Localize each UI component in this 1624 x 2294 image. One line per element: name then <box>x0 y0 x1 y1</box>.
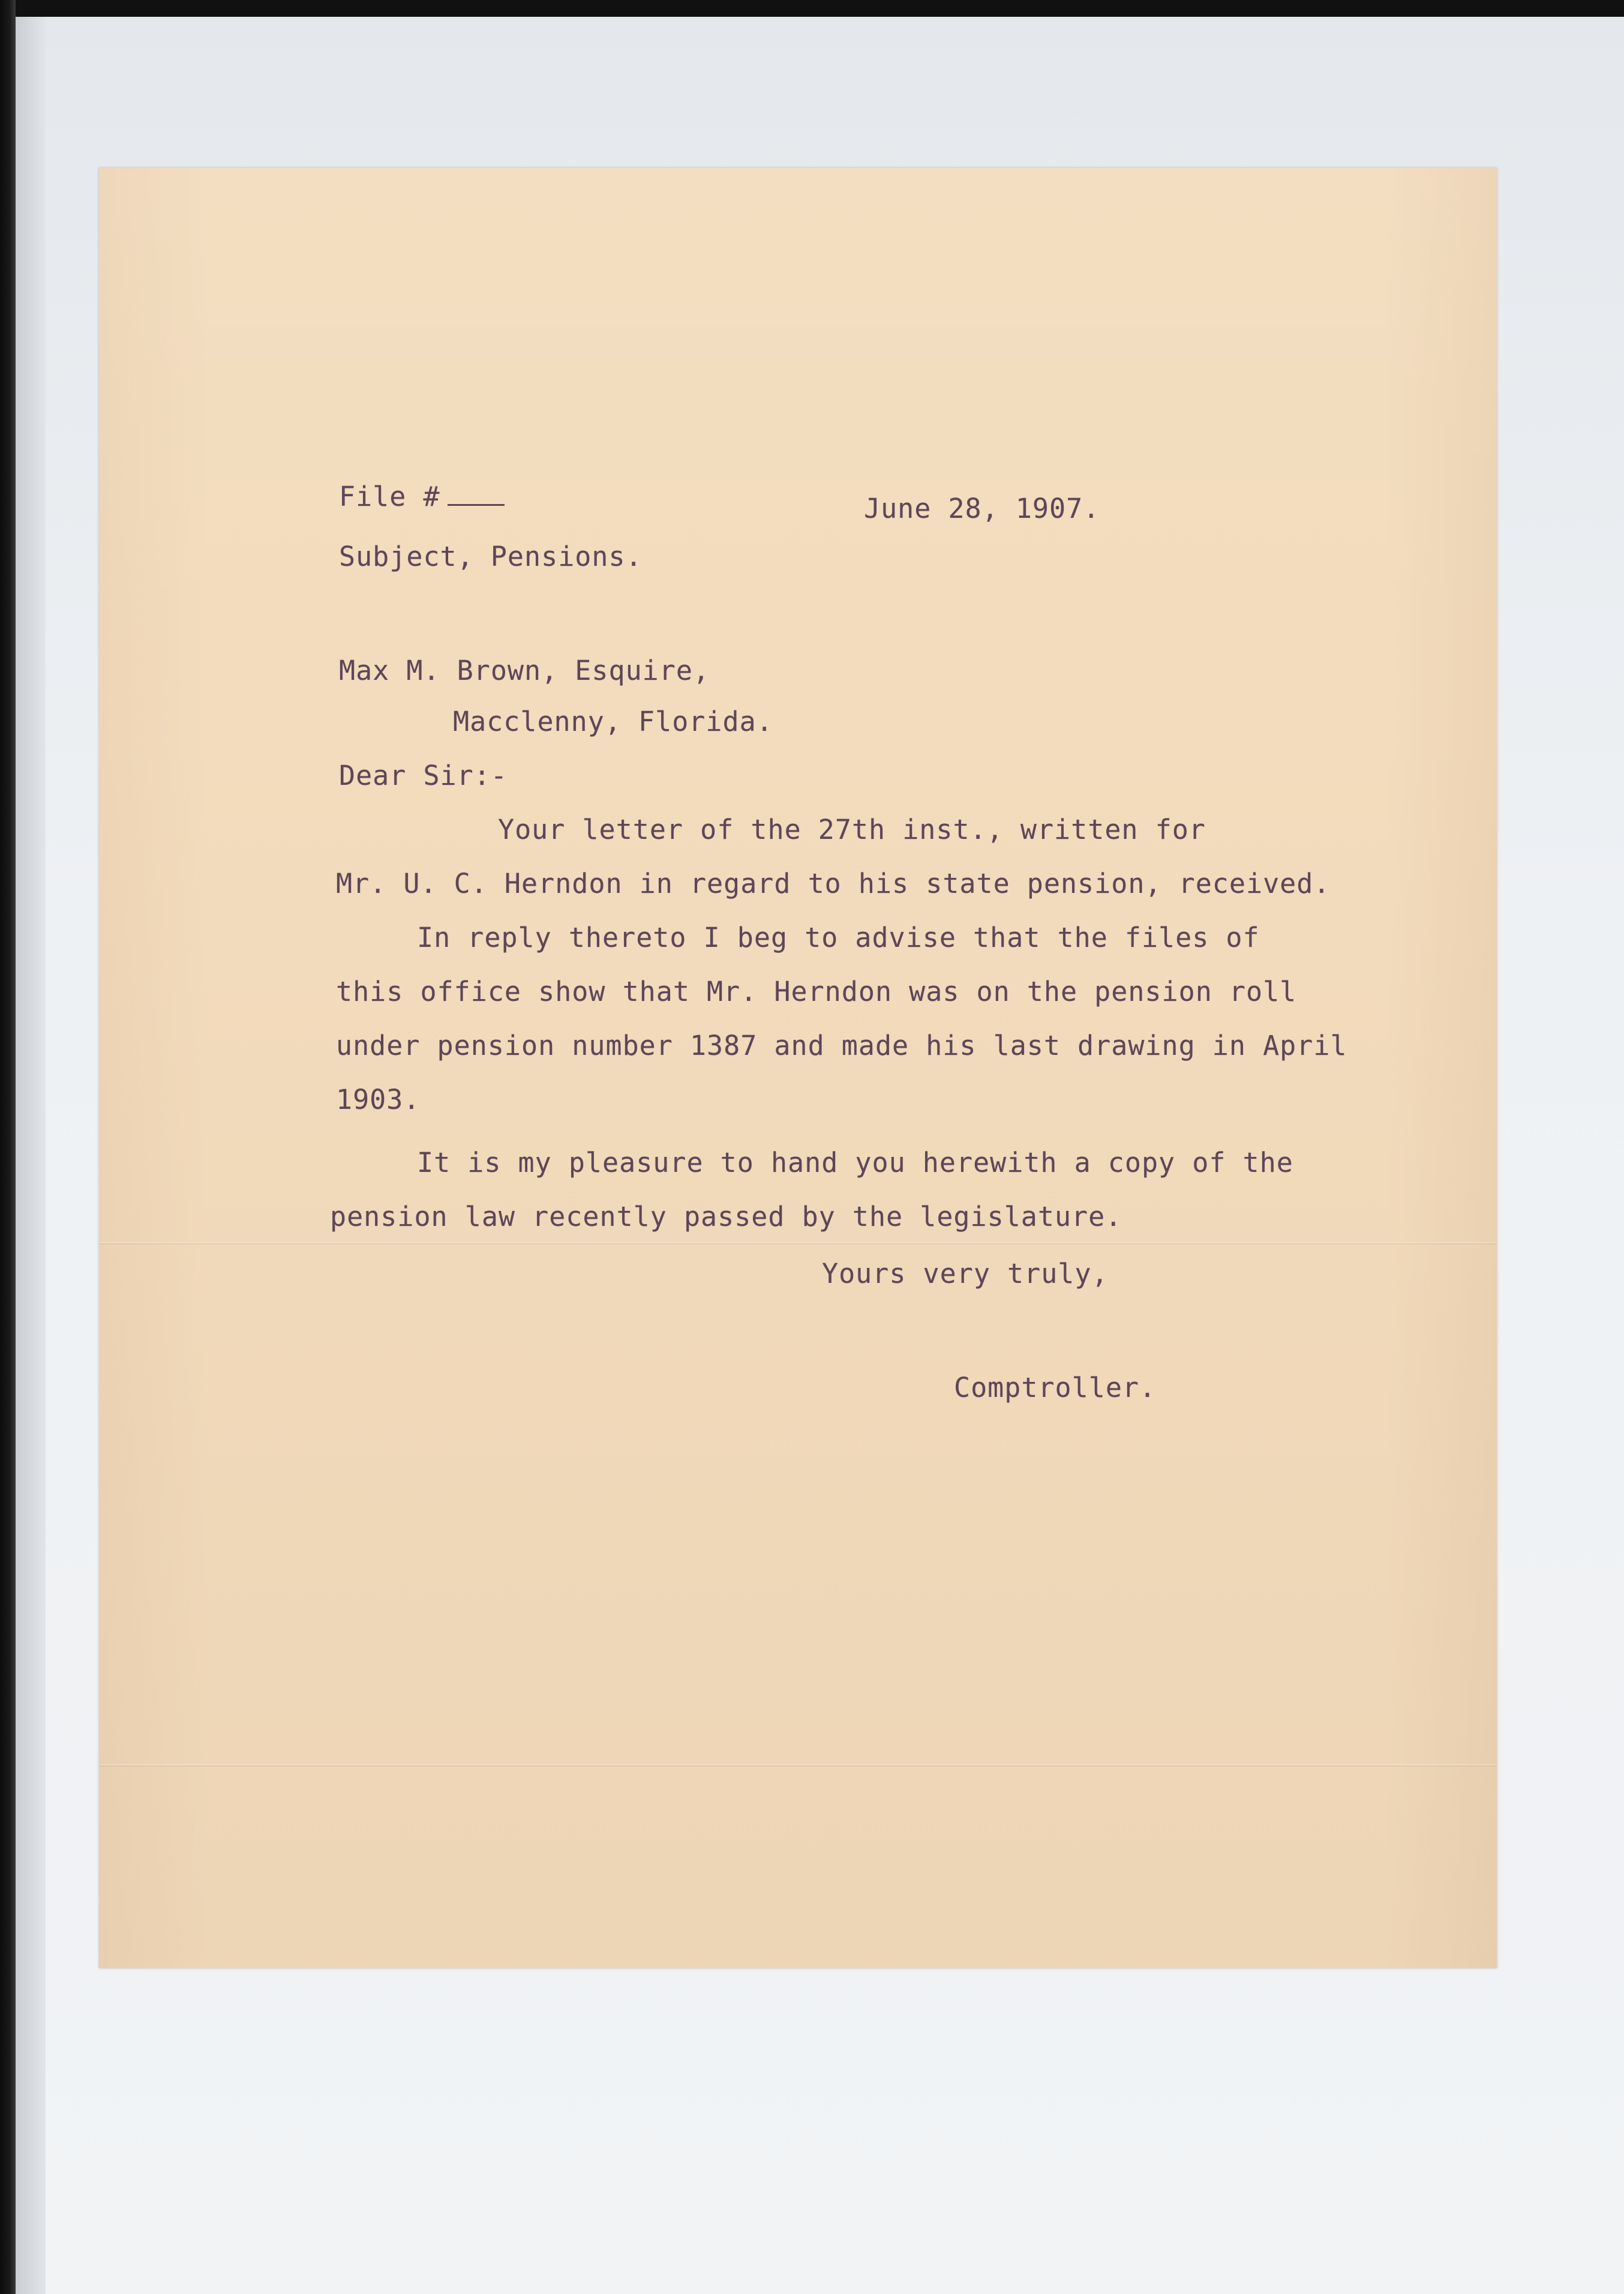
paper-fold <box>99 1764 1497 1767</box>
subject-line: Subject, Pensions. <box>339 541 643 572</box>
body-line: this office show that Mr. Herndon was on the pension roll <box>336 976 1297 1007</box>
salutation: Dear Sir:- <box>339 760 508 791</box>
letter-date: June 28, 1907. <box>864 493 1100 524</box>
scanner-top-edge <box>0 0 1624 17</box>
paper-fold <box>99 1242 1497 1245</box>
closing: Yours very truly, <box>822 1258 1109 1290</box>
recipient-city: Macclenny, Florida. <box>453 706 773 737</box>
body-line: under pension number 1387 and made his last drawing in April <box>336 1030 1347 1061</box>
scanner-left-margin <box>16 17 46 2294</box>
file-number-line <box>339 483 505 510</box>
letter-page <box>99 168 1497 1968</box>
body-line: pension law recently passed by the legislature. <box>330 1201 1122 1233</box>
recipient-name: Max M. Brown, Esquire, <box>339 655 710 686</box>
body-line: Your letter of the 27th inst., written for <box>498 814 1206 845</box>
file-number-blank <box>448 504 505 506</box>
body-line: 1903. <box>336 1084 421 1115</box>
body-line: It is my pleasure to hand you herewith a copy of the <box>417 1147 1293 1179</box>
file-label: File # <box>339 481 440 512</box>
signature-title: Comptroller. <box>954 1372 1157 1404</box>
scanner-left-edge <box>0 0 16 2294</box>
body-line: Mr. U. C. Herndon in regard to his state pension, received. <box>336 868 1331 899</box>
body-line: In reply thereto I beg to advise that the files of <box>417 922 1260 953</box>
